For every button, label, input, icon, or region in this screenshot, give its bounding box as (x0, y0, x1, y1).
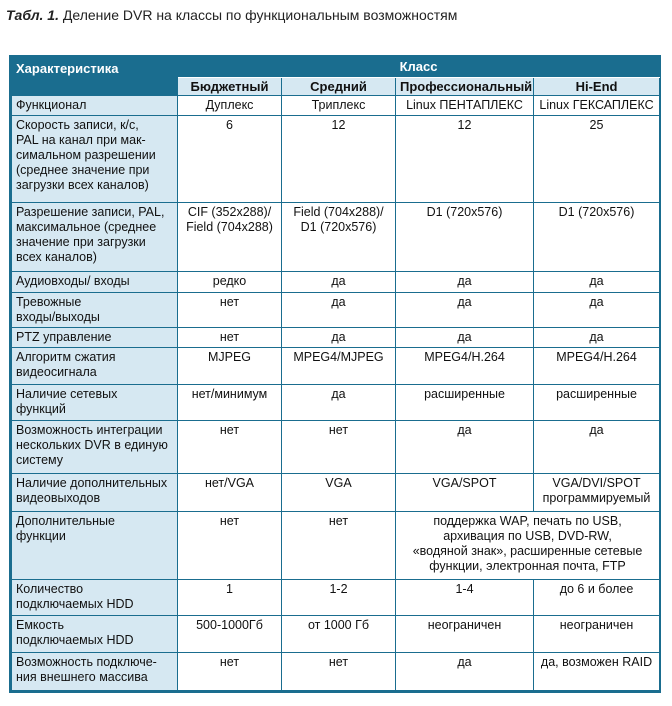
row-value: нет (219, 655, 240, 670)
header-class-group: Класс (178, 58, 660, 78)
row-value: MJPEG (207, 350, 252, 365)
row-value: Linux ПЕНТАПЛЕКС (406, 98, 523, 112)
row-value: да (457, 294, 472, 309)
row-value: MPEG4/H.264 (556, 350, 637, 365)
row-value: да (589, 423, 604, 438)
table-row (12, 615, 660, 653)
row-value: нет (219, 330, 240, 345)
row-value: неограничен (427, 617, 502, 632)
header-class-budget: Бюджетный (178, 78, 282, 96)
row-value: да (589, 294, 604, 309)
row-value: VGA (325, 476, 352, 491)
row-value: да (589, 330, 604, 345)
row-characteristic: Разрешение записи, PAL, максимальное (среднее значение при загрузки всех каналов) (16, 205, 165, 265)
row-value: Дуплекс (205, 98, 254, 112)
row-characteristic: PTZ управление (16, 330, 112, 345)
row-value: Триплекс (311, 98, 366, 112)
row-value: 6 (226, 118, 233, 133)
row-value: Field (704x288)/ D1 (720x576) (293, 205, 384, 235)
row-characteristic: Скорость записи, к/с, PAL на канал при мак- симальном разрешении (среднее значение при загрузки всех каналов) (16, 118, 156, 193)
row-value: расширенные (556, 386, 637, 401)
row-value: нет (219, 294, 240, 309)
row-value: D1 (720x576) (426, 205, 503, 220)
header-class-middle: Средний (282, 78, 396, 96)
row-characteristic: Алгоритм сжатия видеосигнала (16, 350, 116, 380)
table-row (12, 511, 660, 580)
row-value: MPEG4/MJPEG (293, 350, 384, 365)
row-value: да, возможен RAID (540, 655, 653, 670)
row-characteristic: Наличие сетевых функций (16, 386, 118, 416)
header-characteristic: Характеристика (12, 58, 178, 96)
row-value: редко (212, 274, 247, 289)
row-value: да (457, 330, 472, 345)
row-value: 12 (331, 118, 346, 133)
row-value: нет/минимум (191, 386, 268, 401)
row-value: 1 (226, 582, 233, 597)
row-value: да (457, 655, 472, 670)
row-value: да (589, 274, 604, 289)
row-value: да (331, 294, 346, 309)
row-value: да (457, 423, 472, 438)
table-row (12, 292, 660, 327)
row-value: VGA/DVI/SPOT программируемый (542, 476, 651, 506)
header-class-professional: Профессиональный (396, 78, 534, 96)
table-caption (6, 7, 457, 23)
row-value: нет (219, 513, 240, 528)
table-row (12, 384, 660, 420)
table-row (12, 96, 660, 116)
row-value: нет/VGA (204, 476, 255, 491)
row-characteristic: Наличие дополнительных видеовыходов (16, 476, 168, 506)
row-characteristic: Аудиовходы/ входы (16, 274, 130, 289)
row-value: да (457, 274, 472, 289)
row-value: нет (328, 423, 349, 438)
row-value: да (331, 330, 346, 345)
caption-label: Табл. 1. (6, 7, 59, 23)
table-row (12, 328, 660, 348)
row-value: VGA/SPOT (432, 476, 497, 491)
row-value: 25 (589, 118, 604, 133)
row-characteristic: Возможность подключе- ния внешнего массива (16, 655, 157, 685)
table-row (12, 116, 660, 203)
row-value: Linux ГЕКСАПЛЕКС (539, 98, 654, 112)
row-value: да (331, 274, 346, 289)
dvr-class-table (11, 57, 660, 691)
header-class-hiend: Hi-End (534, 78, 660, 96)
row-value: 1-2 (329, 582, 348, 597)
caption-text: Деление DVR на классы по функциональным возможностям (59, 7, 458, 23)
table-row (12, 421, 660, 474)
table-frame (9, 55, 661, 693)
row-characteristic: Функционал (16, 98, 87, 112)
table-row (12, 653, 660, 691)
table-body (12, 96, 660, 691)
merged-value: поддержка WAP, печать по USB, архивация по USB, DVD-RW, «водяной знак», расширенные сетевые функции, электронная почта, FTP (412, 513, 643, 573)
row-characteristic: Тревожные входы/выходы (16, 294, 100, 324)
table-row (12, 272, 660, 292)
table-row (12, 474, 660, 512)
table-row (12, 203, 660, 272)
row-value: нет (328, 513, 349, 528)
row-value: 1-4 (455, 582, 474, 597)
row-value: 12 (457, 118, 472, 133)
row-value: от 1000 Гб (307, 617, 370, 632)
row-characteristic: Количество подключаемых HDD (16, 582, 134, 612)
row-value: MPEG4/H.264 (424, 350, 505, 365)
table-row (12, 580, 660, 615)
row-value: расширенные (424, 386, 505, 401)
row-value: нет (328, 655, 349, 670)
row-characteristic: Возможность интеграции нескольких DVR в единую систему (16, 423, 168, 468)
row-value: да (331, 386, 346, 401)
row-value: нет (219, 423, 240, 438)
row-value: D1 (720x576) (558, 205, 635, 220)
row-value: до 6 и более (559, 582, 634, 597)
row-value: CIF (352x288)/ Field (704x288) (186, 205, 273, 235)
row-characteristic: Емкость подключаемых HDD (16, 617, 134, 647)
table-row (12, 348, 660, 384)
row-value: неограничен (559, 617, 634, 632)
row-value: 500-1000Гб (196, 617, 263, 632)
row-characteristic: Дополнительные функции (16, 513, 115, 543)
